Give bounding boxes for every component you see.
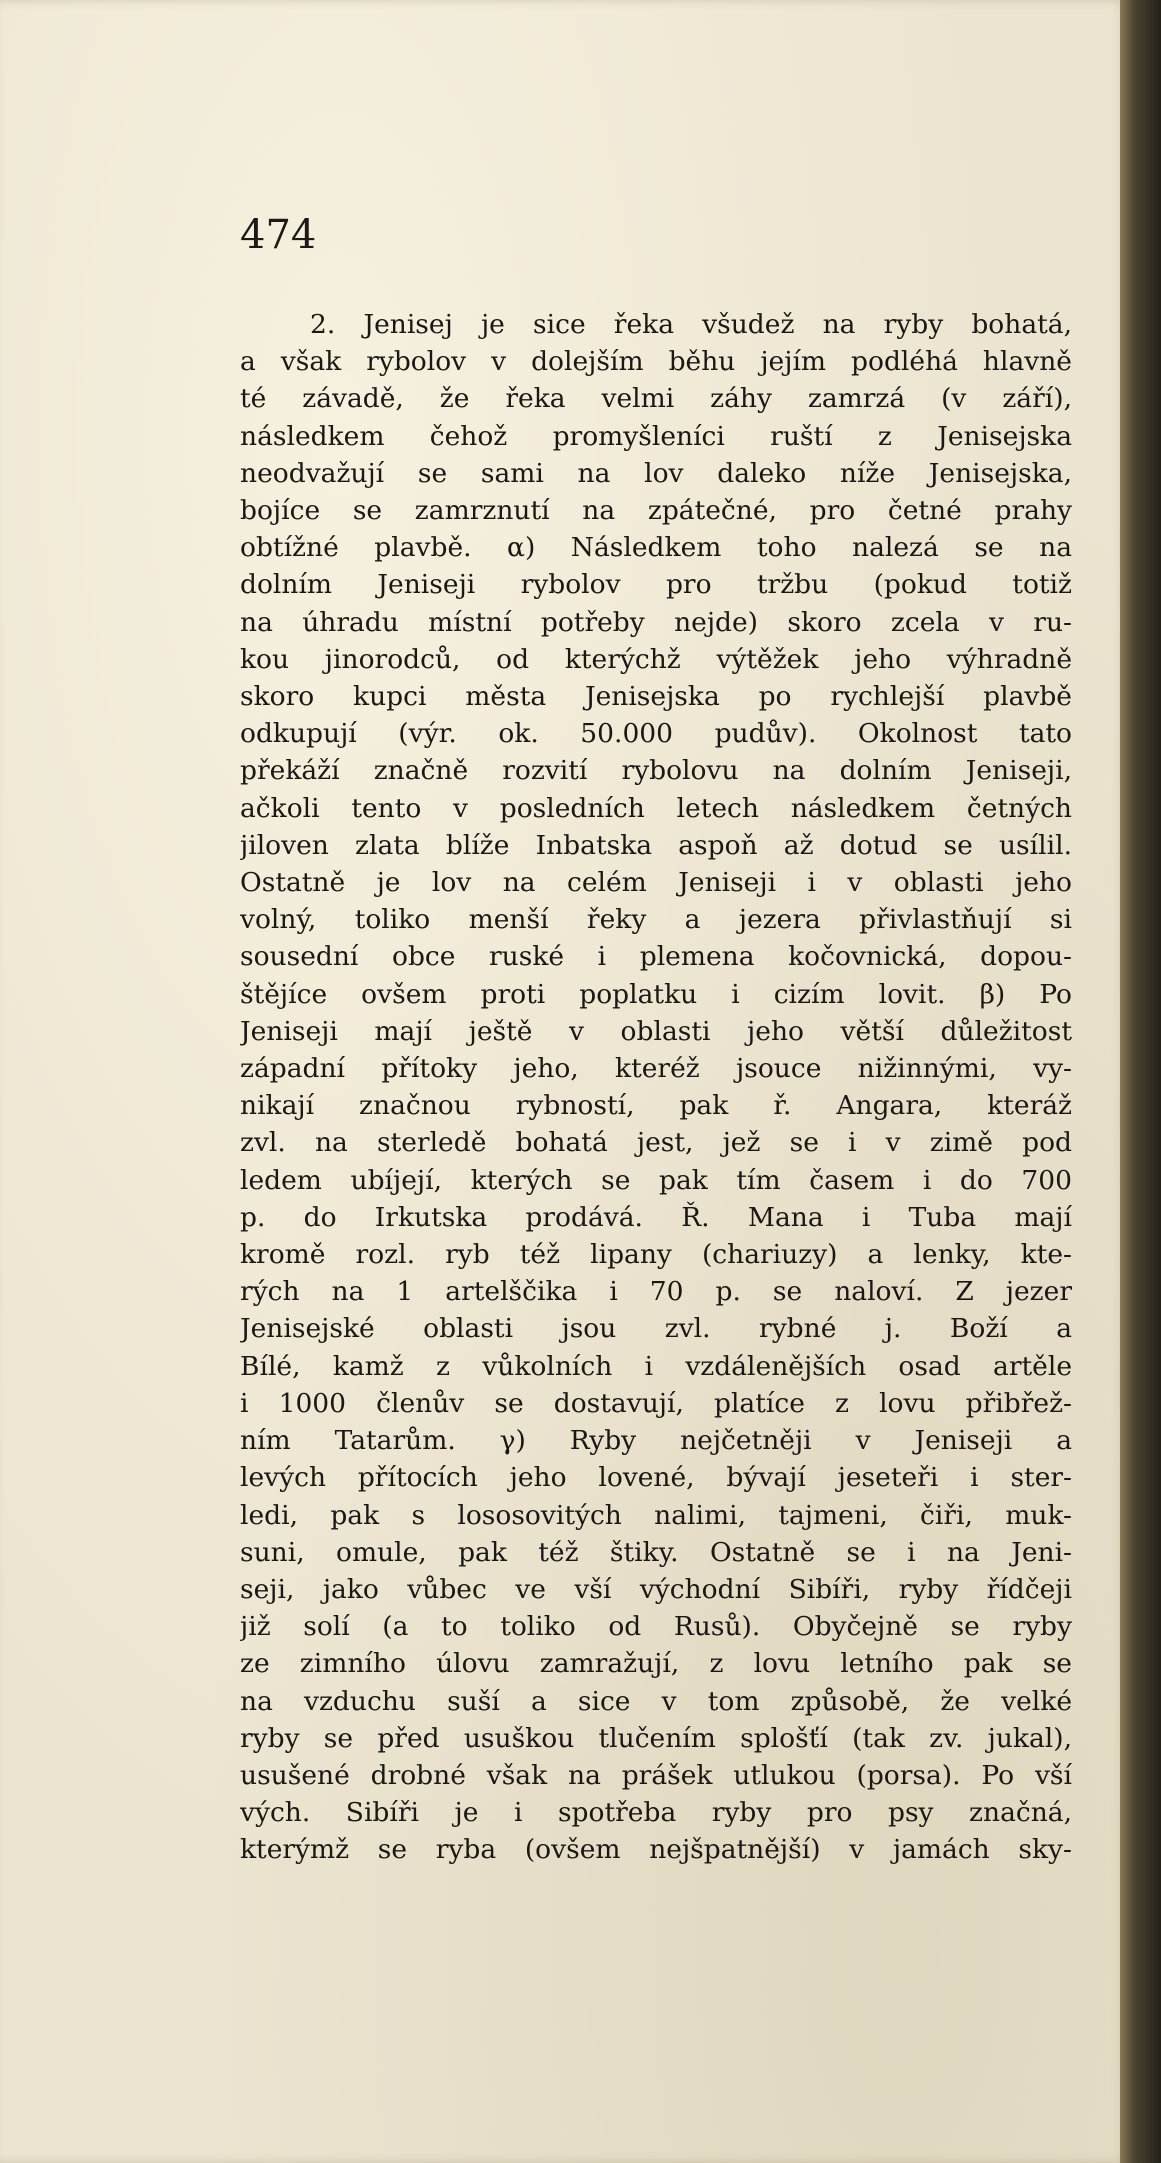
text-line: následkem čehož promyšleníci ruští z Jenisejska xyxy=(240,420,1072,452)
text-line: a však rybolov v dolejším běhu jejím podléhá hlavně xyxy=(240,346,1072,378)
text-line: jiloven zlata blíže Inbatska aspoň až dotud se usílil. xyxy=(240,829,1072,861)
text-line: ním Tatarům. γ) Ryby nejčetněji v Jeniseji a xyxy=(240,1425,1072,1457)
text-line: té závadě, že řeka velmi záhy zamrzá (v září), xyxy=(240,383,1072,415)
text-line: na vzduchu suší a sice v tom způsobě, že velké xyxy=(240,1685,1072,1717)
text-line: kterýmž se ryba (ovšem nejšpatnější) v jamách sky- xyxy=(240,1834,1072,1866)
text-line: suni, omule, pak též štiky. Ostatně se i na Jeni- xyxy=(240,1536,1072,1568)
text-line: ryby se před usuškou tlučením splošťí (tak zv. jukal), xyxy=(240,1722,1072,1754)
text-line: odkupují (výr. ok. 50.000 pudův). Okolnost tato xyxy=(240,718,1072,750)
text-line: již solí (a to toliko od Rusů). Obyčejně se ryby xyxy=(240,1611,1072,1643)
text-line: štějíce ovšem proti poplatku i cizím lovit. β) Po xyxy=(240,978,1072,1010)
text-line: obtížné plavbě. α) Následkem toho nalezá se na xyxy=(240,532,1072,564)
text-line: ledem ubíjejí, kterých se pak tím časem i do 700 xyxy=(240,1164,1072,1196)
text-line: kromě rozl. ryb též lipany (chariuzy) a lenky, kte- xyxy=(240,1239,1072,1271)
page-number: 474 xyxy=(240,212,317,258)
text-line: překáží značně rozvití rybolovu na dolním Jeniseji, xyxy=(240,755,1072,787)
text-line: Jeniseji mají ještě v oblasti jeho větší důležitost xyxy=(240,1015,1072,1047)
text-line: Bílé, kamž z vůkolních i vzdálenějších osad artěle xyxy=(240,1350,1072,1382)
book-spine-edge xyxy=(1120,0,1161,2163)
text-line: usušené drobné však na prášek utlukou (porsa). Po vší xyxy=(240,1759,1072,1791)
text-line: Jenisejské oblasti jsou zvl. rybné j. Boží a xyxy=(240,1313,1072,1345)
text-line: Ostatně je lov na celém Jeniseji i v oblasti jeho xyxy=(240,867,1072,899)
text-line: sousední obce ruské i plemena kočovnická, dopou- xyxy=(240,941,1072,973)
text-line: dolním Jeniseji rybolov pro tržbu (pokud totiž xyxy=(240,569,1072,601)
text-line: nikají značnou rybností, pak ř. Angara, kteráž xyxy=(240,1090,1072,1122)
text-line: volný, toliko menší řeky a jezera přivlastňují si xyxy=(240,904,1072,936)
text-line: ledi, pak s lososovitých nalimi, tajmeni, čiři, muk- xyxy=(240,1499,1072,1531)
text-line: na úhradu místní potřeby nejde) skoro zcela v ru- xyxy=(240,606,1072,638)
text-line: i 1000 členův se dostavují, platíce z lovu přibřež- xyxy=(240,1387,1072,1419)
text-line: p. do Irkutska prodává. Ř. Mana i Tuba mají xyxy=(240,1201,1072,1233)
text-line: kou jinorodců, od kterýchž výtěžek jeho výhradně xyxy=(240,643,1072,675)
text-line: zvl. na sterledě bohatá jest, jež se i v zimě pod xyxy=(240,1127,1072,1159)
text-line: seji, jako vůbec ve vší východní Sibíři, ryby řídčeji xyxy=(240,1573,1072,1605)
text-line: ze zimního úlovu zamražují, z lovu letního pak se xyxy=(240,1648,1072,1680)
body-text xyxy=(240,306,1072,1869)
text-line: ačkoli tento v posledních letech následkem četných xyxy=(240,792,1072,824)
text-line: skoro kupci města Jenisejska po rychlejší plavbě xyxy=(240,681,1072,713)
text-line: bojíce se zamrznutí na zpátečné, pro četné prahy xyxy=(240,495,1072,527)
text-line: západní přítoky jeho, kteréž jsouce nižinnými, vy- xyxy=(240,1053,1072,1085)
text-line: neodvažují se sami na lov daleko níže Jenisejska, xyxy=(240,457,1072,489)
text-line: vých. Sibíři je i spotřeba ryby pro psy značná, xyxy=(240,1797,1072,1829)
text-line: levých přítocích jeho lovené, bývají jeseteři i ster- xyxy=(240,1462,1072,1494)
text-line: 2. Jenisej je sice řeka všudež na ryby bohatá, xyxy=(310,309,1072,340)
text-line: rých na 1 artelščika i 70 p. se naloví. Z jezer xyxy=(240,1276,1072,1308)
